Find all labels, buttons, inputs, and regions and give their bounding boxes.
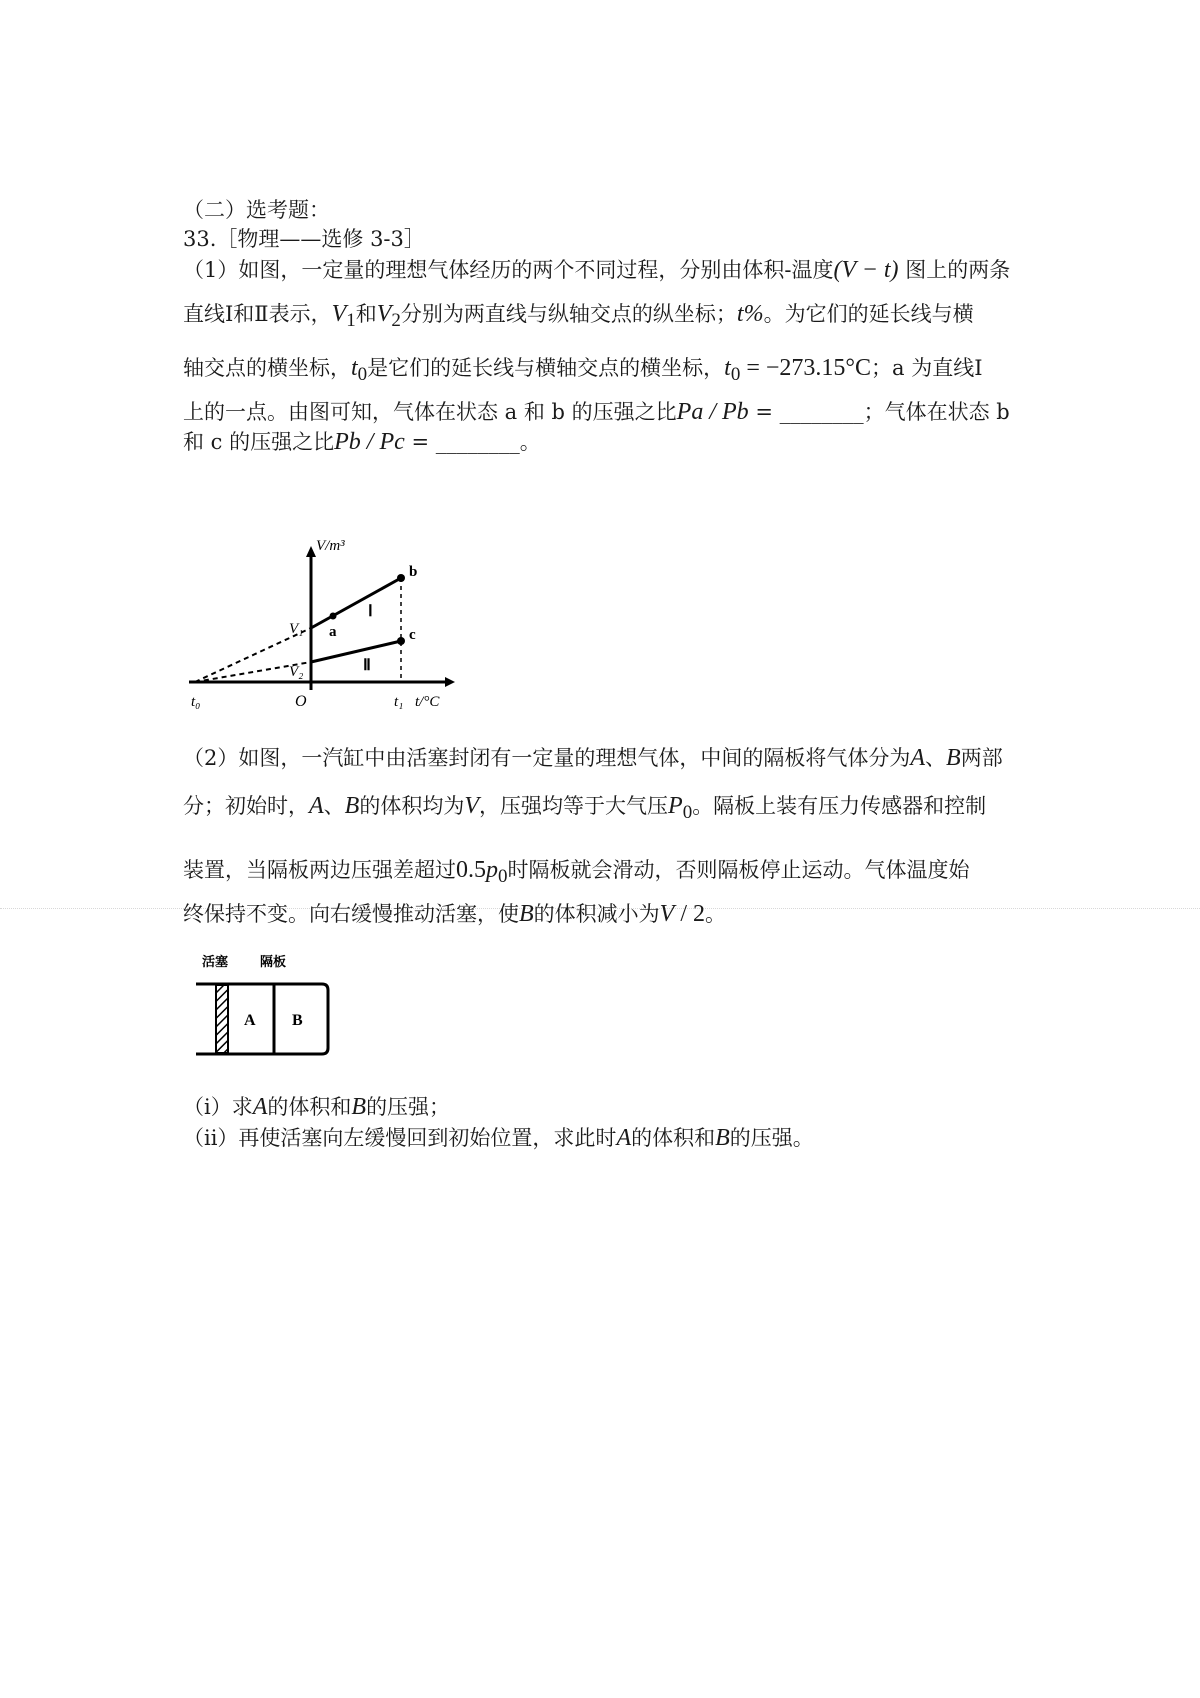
x-axis-label: t/°C xyxy=(415,694,440,710)
v1-label: V₁ xyxy=(289,621,304,637)
part2-line2: 分；初始时，A、B的体积均为V，压强均等于大气压$P_0$。隔板上装有压力传感器和控制 xyxy=(183,793,987,824)
y-axis-label: V/m³ xyxy=(316,538,345,554)
partition-label: 隔板 xyxy=(260,954,287,969)
section-heading: （二）选考题： xyxy=(183,198,330,222)
line2-label: Ⅱ xyxy=(363,657,371,674)
t0-label: t₀ xyxy=(191,694,201,710)
part2-line3: 装置，当隔板两边压强差超过$0.5p_0$时隔板就会滑动，否则隔板停止运动。气体温度始 xyxy=(183,857,970,888)
point-a xyxy=(330,613,337,620)
line1-label: Ⅰ xyxy=(368,603,373,620)
v2-label: V₂ xyxy=(289,664,304,680)
point-c-label: c xyxy=(409,627,416,643)
part1-line3: 轴交点的横坐标，$t_0$是它们的延长线与横轴交点的横坐标，$t_0 = -273.15^\circ C$；a 为直线Ⅰ xyxy=(183,355,983,386)
part1-line2: 直线Ⅰ和Ⅱ表示，$V_1$和$V_2$分别为两直线与纵轴交点的纵坐标；t%。为它们的延长线与横 xyxy=(183,301,974,332)
process-line-1 xyxy=(311,578,401,628)
part1-line1: （1）如图，一定量的理想气体经历的两个不同过程，分别由体积-温度(V − t) 图上的两条 xyxy=(183,257,1011,283)
chamber-a-label: A xyxy=(244,1012,256,1029)
piston-label: 活塞 xyxy=(202,954,229,969)
point-b xyxy=(397,574,405,582)
chamber-b-label: B xyxy=(292,1012,303,1029)
part1-line4: 上的一点。由图可知，气体在状态 a 和 b 的压强之比Pa / Pb = ________；气体在状态 b xyxy=(183,399,1010,425)
part2-line1: （2）如图，一汽缸中由活塞封闭有一定量的理想气体，中间的隔板将气体分为A、B两部 xyxy=(183,745,1003,771)
t1-label: t₁ xyxy=(394,694,404,710)
x-axis-arrow xyxy=(445,677,455,687)
piston xyxy=(216,985,228,1053)
question-i: （i）求A的体积和B的压强； xyxy=(183,1094,451,1120)
cylinder-diagram xyxy=(190,950,340,1065)
question-title: 33.［物理——选修 3-3］ xyxy=(183,227,425,251)
question-ii: （ii）再使活塞向左缓慢回到初始位置，求此时A的体积和B的压强。 xyxy=(183,1125,814,1151)
volume-temperature-graph xyxy=(183,530,483,720)
point-c xyxy=(397,637,405,645)
point-a-label: a xyxy=(329,624,337,640)
process-line-2 xyxy=(311,641,401,662)
y-axis-arrow xyxy=(306,546,316,557)
point-b-label: b xyxy=(409,564,418,580)
part1-line5: 和 c 的压强之比Pb / Pc = ________。 xyxy=(183,429,541,455)
part2-line4: 终保持不变。向右缓慢推动活塞，使B的体积减小为V / 2。 xyxy=(183,901,727,927)
origin-label: O xyxy=(295,693,307,710)
